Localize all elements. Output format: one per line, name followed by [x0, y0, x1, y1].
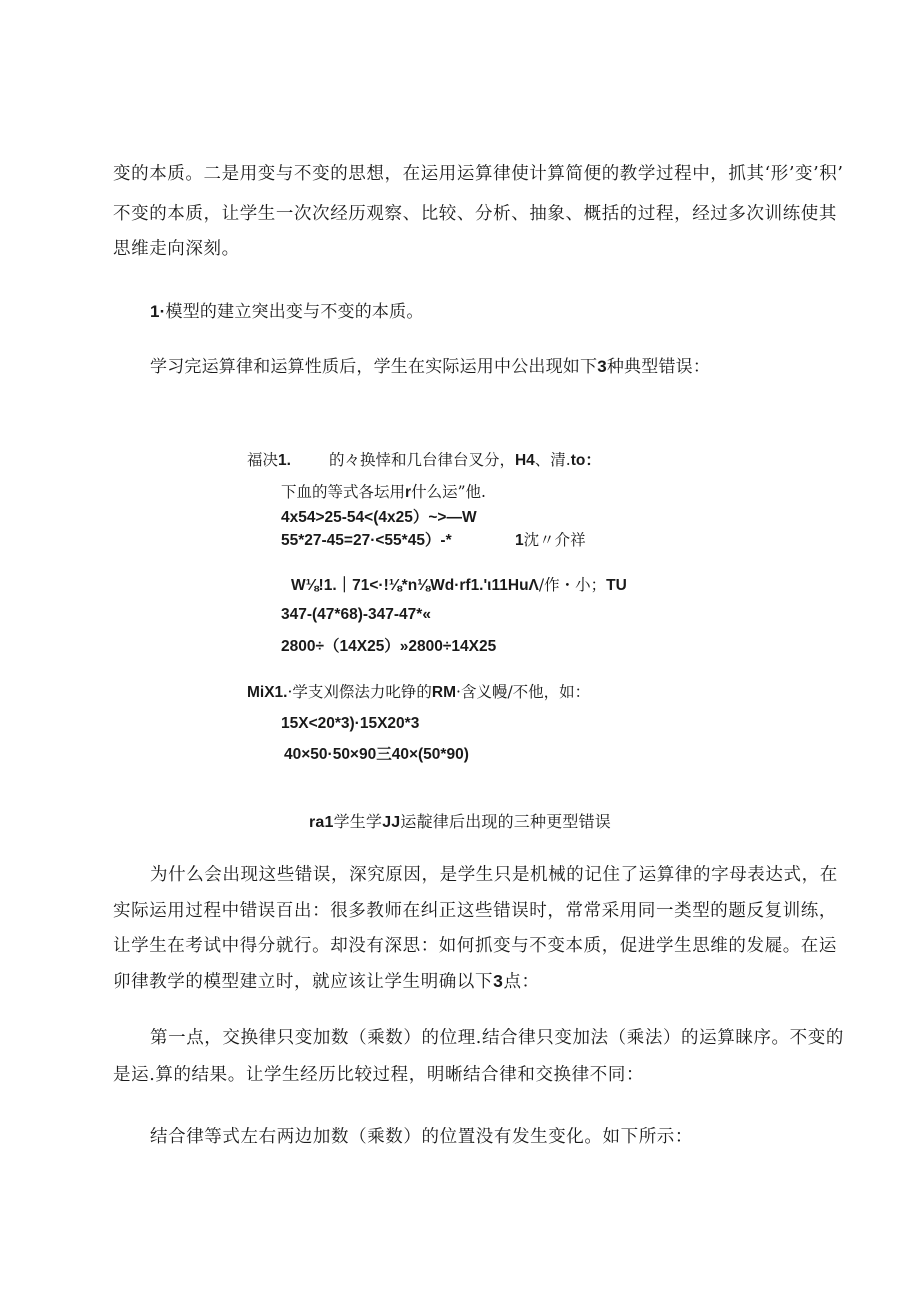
lead-number: 3 [597, 357, 607, 376]
figure1-equation-2-text: 55*27-45=27·<55*45）-* [281, 532, 452, 549]
figure2-title [291, 574, 627, 597]
point-line-2: 是运.算的结果。让学生经历比较过程，明晰结合律和交换律不同： [113, 1065, 645, 1085]
figure1-subtitle-post: 什么运”他. [411, 483, 486, 501]
figure1-note-text: 沈〃介祥 [523, 531, 586, 549]
analysis-line-4 [113, 970, 540, 993]
figure3-equation-2-text: 40×50·50×90三40×(50*90) [284, 746, 469, 763]
figure3-title-code: MiX1. [247, 684, 288, 701]
figure1-subtitle [281, 481, 486, 504]
intro-line-1: 变的本质。二是用变与不变的思想，在运用运算律使计算简便的教学过程中，抓其‘形’变’积’ [113, 164, 844, 184]
figure2-title-end: TU [606, 577, 627, 594]
analysis-line-4-number: 3 [493, 971, 504, 991]
figure1-note-number: 1 [515, 532, 524, 549]
lead-text-before: 学习完运算律和运算性质后，学生在实际运用中公出现如下 [150, 357, 598, 377]
figure3-title-mid: ·学支刈傺法力叱铮的 [287, 683, 432, 701]
lead-paragraph [150, 356, 710, 378]
intro-line-2: 不变的本质，让学生一次次经历观察、比较、分析、抽象、概括的过程，经过多次训练使其 [113, 204, 837, 224]
figure1-subtitle-pre: 下血的等式各坛用 [281, 483, 406, 501]
figure3-equation-2 [284, 743, 469, 766]
figure-caption [0, 811, 920, 834]
intro-line-3: 思维走向深刻。 [113, 239, 240, 259]
analysis-line-4-before: 卯律教学的模型建立时，就应该让学生明确以下 [113, 972, 494, 992]
caption-mid: 学生学 [333, 812, 383, 831]
analysis-line-3: 让学生在考试中得分就行。却没有深思：如何抓变与不变本质，促进学生思维的发屣。在运 [113, 936, 837, 956]
figure3-equation-1 [281, 712, 419, 735]
figure2-title-code: W⅛!1.｜71<·!⅛*n⅛Wd·rf1.'ι11HuΛ [291, 577, 539, 594]
figure1-note [515, 529, 586, 552]
figure1-subtitle-r: r [405, 484, 412, 501]
section-heading [150, 301, 424, 323]
caption-code: ra1 [308, 814, 334, 831]
figure1-equation-1-text: 4x54>25-54<(4x25）~>—W [281, 509, 477, 526]
figure2-equation-1-text: 347-(47*68)-347-47*« [281, 606, 431, 623]
caption-end: 运靛律后出现的三种更型错误 [400, 812, 612, 831]
figure2-equation-1 [281, 603, 431, 626]
figure1-title-end: to： [570, 452, 601, 469]
figure2-equation-2 [281, 635, 496, 658]
analysis-line-1: 为什么会出现这些错误，深究原因，是学生只是机械的记住了运算律的字母表达式，在 [150, 865, 838, 885]
figure1-title-prefix: 福决 [247, 451, 279, 469]
figure3-title-rm: RM [431, 684, 457, 701]
figure1-title-sep: 、清. [534, 451, 571, 469]
lead-text-after: 种典型错误： [606, 357, 711, 377]
figure1-title-number: 1. [278, 452, 291, 469]
figure1-equation-2 [281, 529, 452, 552]
figure1-equation-1 [281, 506, 477, 529]
analysis-line-4-after: 点： [503, 972, 540, 992]
section-number: 1· [150, 302, 166, 321]
section-title: 模型的建立突出变与不变的本质。 [165, 302, 424, 322]
point-line-1: 第一点，交换律只变加数（乘数）的位理.结合律只变加法（乘法）的运算睐序。不变的 [150, 1028, 844, 1048]
figure1-title [247, 449, 601, 472]
figure2-title-text: /作・小； [538, 576, 607, 594]
figure1-title-mid: 的々换悻和几台律台叉分， [328, 451, 515, 469]
figure1-title-code: H4 [514, 452, 535, 469]
figure3-title-end: ·含义幔/不他，如： [456, 683, 591, 701]
analysis-line-2: 实际运用过程中错误百出：很多教师在纠正这些错误时，常常采用同一类型的题反复训练， [113, 901, 837, 921]
caption-jj: JJ [382, 814, 401, 831]
closing-line: 结合律等式左右两边加数（乘数）的位置没有发生变化。如下所示： [150, 1127, 693, 1147]
figure2-equation-2-text: 2800÷（14X25）»2800÷14X25 [281, 638, 497, 655]
figure3-title [247, 681, 590, 704]
figure3-equation-1-text: 15X<20*3)·15X20*3 [281, 715, 420, 732]
